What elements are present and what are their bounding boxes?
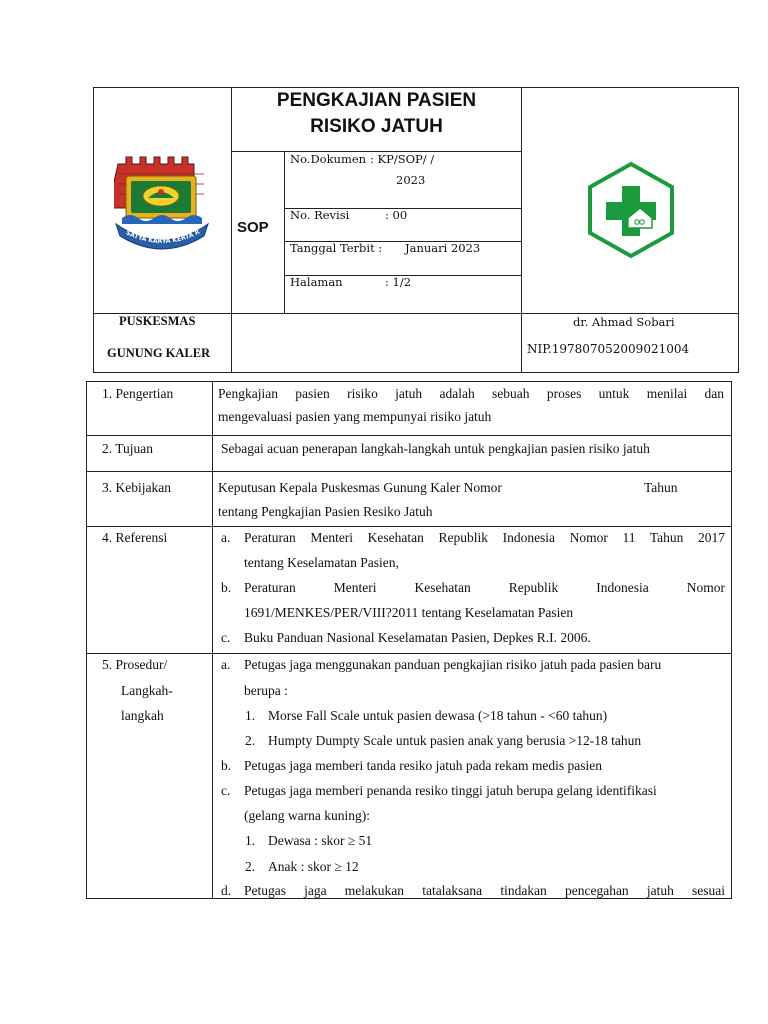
issue-date-value: Januari 2023 xyxy=(405,241,481,255)
org-name-line1: PUSKESMAS xyxy=(119,314,196,328)
prosedur-a2: Humpty Dumpty Scale untuk pasien anak yang berusia >12-18 tahun xyxy=(268,733,642,748)
revision-label: No. Revisi xyxy=(290,208,350,222)
org-name-line2: GUNUNG KALER xyxy=(107,346,211,360)
kebijakan-line-2: tentang Pengkajian Pasien Resiko Jatuh xyxy=(218,504,433,519)
prosedur-a-line-2: berupa : xyxy=(244,683,288,698)
referensi-b-line-2: 1691/MENKES/PER/VIII?2011 tentang Keselamatan Pasien xyxy=(244,605,574,620)
prosedur-a1: Morse Fall Scale untuk pasien dewasa (>18 tahun - <60 tahun) xyxy=(268,708,608,723)
referensi-marker-b: b. xyxy=(221,580,232,595)
kebijakan-line-1a: Keputusan Kepala Puskesmas Gunung Kaler Nomor xyxy=(218,480,502,495)
puskesmas-cross-icon xyxy=(584,160,678,260)
sop-header-table xyxy=(93,87,739,373)
prosedur-b-line-1: Petugas jaga memberi tanda resiko jatuh pada rekam medis pasien xyxy=(244,758,603,773)
sop-body-table xyxy=(86,381,732,899)
title-line-2: RISIKO JATUH xyxy=(310,116,443,137)
pengertian-line-2: mengevaluasi pasien yang mempunyai risiko jatuh xyxy=(218,409,492,424)
prosedur-marker-d: d. xyxy=(221,883,232,898)
prosedur-c2: Anak : skor ≥ 12 xyxy=(268,859,359,874)
referensi-marker-a: a. xyxy=(221,530,231,545)
prosedur-a1-marker: 1. xyxy=(245,708,256,723)
page-value: : 1/2 xyxy=(385,275,412,289)
prosedur-c2-marker: 2. xyxy=(245,859,256,874)
referensi-c-line-1: Buku Panduan Nasional Keselamatan Pasien, Depkes R.I. 2006. xyxy=(244,630,591,645)
revision-value: : 00 xyxy=(385,208,408,222)
kebijakan-line-1b: Tahun xyxy=(644,480,678,495)
issue-date-label: Tanggal Terbit : xyxy=(290,241,383,255)
title-line-1: PENGKAJIAN PASIEN xyxy=(276,90,477,111)
referensi-b-line-1: Peraturan Menteri Kesehatan Republik Indonesia Nomor xyxy=(244,580,725,595)
prosedur-a2-marker: 2. xyxy=(245,733,256,748)
section-label-pengertian: 1. Pengertian xyxy=(102,386,174,401)
section-label-tujuan: 2. Tujuan xyxy=(102,441,154,456)
referensi-marker-c: c. xyxy=(221,630,231,645)
section-label-kebijakan: 3. Kebijakan xyxy=(102,480,171,495)
pengertian-line-1: Pengkajian pasien risiko jatuh adalah sebuah proses untuk menilai dan xyxy=(218,386,724,401)
signer-name: dr. Ahmad Sobari xyxy=(573,315,675,329)
section-label-langkah: Langkah- xyxy=(121,683,173,698)
sop-label: SOP xyxy=(237,219,269,236)
referensi-a-line-2: tentang Keselamatan Pasien, xyxy=(244,555,399,570)
section-label-langkah-2: langkah xyxy=(121,708,164,723)
prosedur-marker-c: c. xyxy=(221,783,231,798)
prosedur-d-line-1: Petugas jaga melakukan tatalaksana tindakan pencegahan jatuh sesuai xyxy=(244,883,725,898)
svg-text:SATYA KARYA KERTA RAHARJA: SATYA KARYA KERTA R xyxy=(124,228,202,246)
doc-number-label: No.Dokumen xyxy=(290,152,367,166)
section-label-referensi: 4. Referensi xyxy=(102,530,168,545)
prosedur-marker-b: b. xyxy=(221,758,232,773)
tujuan-line-1: Sebagai acuan penerapan langkah-langkah untuk pengkajian pasien risiko jatuh xyxy=(221,441,650,456)
prosedur-c-line-2: (gelang warna kuning): xyxy=(244,808,370,823)
prosedur-c1-marker: 1. xyxy=(245,833,256,848)
section-label-prosedur: 5. Prosedur/ xyxy=(102,657,168,672)
prosedur-c-line-1: Petugas jaga memberi penanda resiko tinggi jatuh berupa gelang identifikasi xyxy=(244,783,657,798)
prosedur-c1: Dewasa : skor ≥ 51 xyxy=(268,833,373,848)
kabupaten-tangerang-crest-icon xyxy=(114,154,210,254)
prosedur-a-line-1: Petugas jaga menggunakan panduan pengkajian risiko jatuh pada pasien baru xyxy=(244,657,662,672)
prosedur-marker-a: a. xyxy=(221,657,231,672)
signer-nip: NIP.197807052009021004 xyxy=(527,342,690,356)
document-title xyxy=(232,88,521,140)
doc-number-value: : KP/SOP/ / xyxy=(370,152,435,166)
doc-number-year: 2023 xyxy=(396,173,426,187)
page-label: Halaman xyxy=(290,275,343,289)
referensi-a-line-1: Peraturan Menteri Kesehatan Republik Indonesia Nomor 11 Tahun 2017 xyxy=(244,530,725,545)
